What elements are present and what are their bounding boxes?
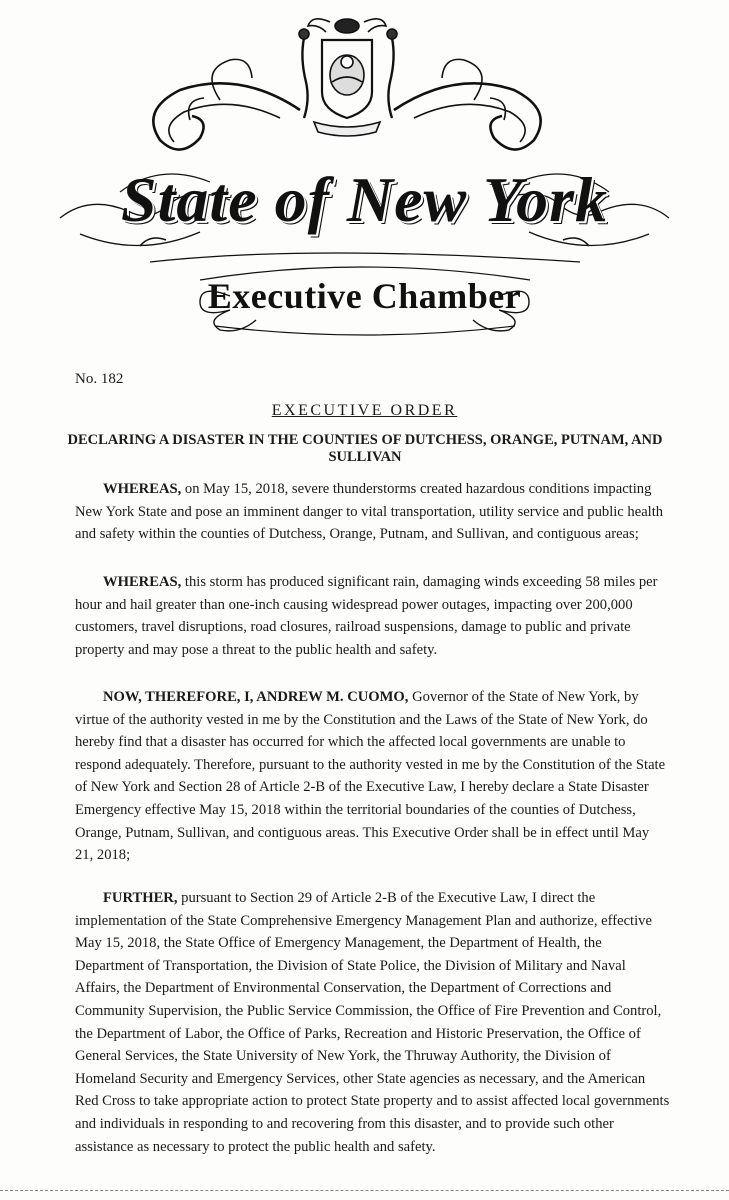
paragraph-text: on May 15, 2018, severe thunderstorms created hazardous conditions impacting New York State and pose an imminent danger to vital transportation, utility service and public health and safety within the counties of Dutchess, Orange, Putnam, and Sullivan, and contiguous areas; — [75, 481, 664, 543]
order-number: No. 182 — [75, 371, 124, 387]
paragraph-whereas-1 — [75, 478, 670, 546]
paragraph-lead: WHEREAS, — [103, 574, 182, 590]
paragraph-text: pursuant to Section 29 of Article 2-B of the Executive Law, I direct the implementation of the State Comprehensive Emergency Management Plan and authorize, effective May 15, 2018, the State Office of Emergency Management, the Department of Health, the Department of Transportation, the Division of State Police, the Division of Military and Naval Affairs, the Department of Environmental Conservation, the Department of Corrections and Community Supervision, the Public Service Commission, the Office of Fire Prevention and Control, the Department of Labor, the Office of Parks, Recreation and Historic Preservation, the Office of General Services, the State University of New York, the Thruway Authority, the Division of Homeland Security and Emergency Services, other State agencies as necessary, and the American Red Cross to take appropriate action to protect State property and to assist affected local governments and individuals in responding to and recovering from this disaster, and to provide such other assistance as necessary to protect the public health and safety. — [75, 890, 670, 1155]
paragraph-lead: NOW, THEREFORE, I, ANDREW M. CUOMO, — [103, 689, 409, 705]
paragraph-lead: WHEREAS, — [103, 481, 182, 497]
order-heading: EXECUTIVE ORDER — [271, 402, 458, 419]
paragraph-whereas-2 — [75, 571, 670, 661]
state-title: State of New York — [121, 164, 608, 235]
paragraph-text: Governor of the State of New York, by virtue of the authority vested in me by the Constitution and the Laws of the State of New York, do hereby find that a disaster has occurred for which the affected local governments are unable to respond adequately. Therefore, pursuant to the authority vested in me by the Constitution of the State of New York and Section 28 of Article 2-B of the Executive Law, I hereby declare a State Disaster Emergency effective May 15, 2018 within the territorial boundaries of the counties of Dutchess, Orange, Putnam, Sullivan, and contiguous areas. This Executive Order shall be in effect until May 21, 2018; — [75, 689, 666, 864]
paragraph-text: this storm has produced significant rain, damaging winds exceeding 58 miles per hour and hail greater than one-inch causing widespread power outages, impacting over 200,000 customers, travel disruptions, road closures, railroad suspensions, damage to public and private property and may pose a threat to the public health and safety. — [75, 574, 658, 658]
chamber-title: Executive Chamber — [207, 276, 522, 316]
paragraph-further — [75, 887, 670, 1158]
paragraph-now-therefore — [75, 686, 670, 867]
paragraph-lead: FURTHER, — [103, 890, 178, 906]
page-edge-rule — [0, 1190, 729, 1191]
letterhead — [0, 0, 729, 345]
order-subtitle: DECLARING A DISASTER IN THE COUNTIES OF DUTCHESS, ORANGE, PUTNAM, AND SULLIVAN — [67, 432, 663, 465]
